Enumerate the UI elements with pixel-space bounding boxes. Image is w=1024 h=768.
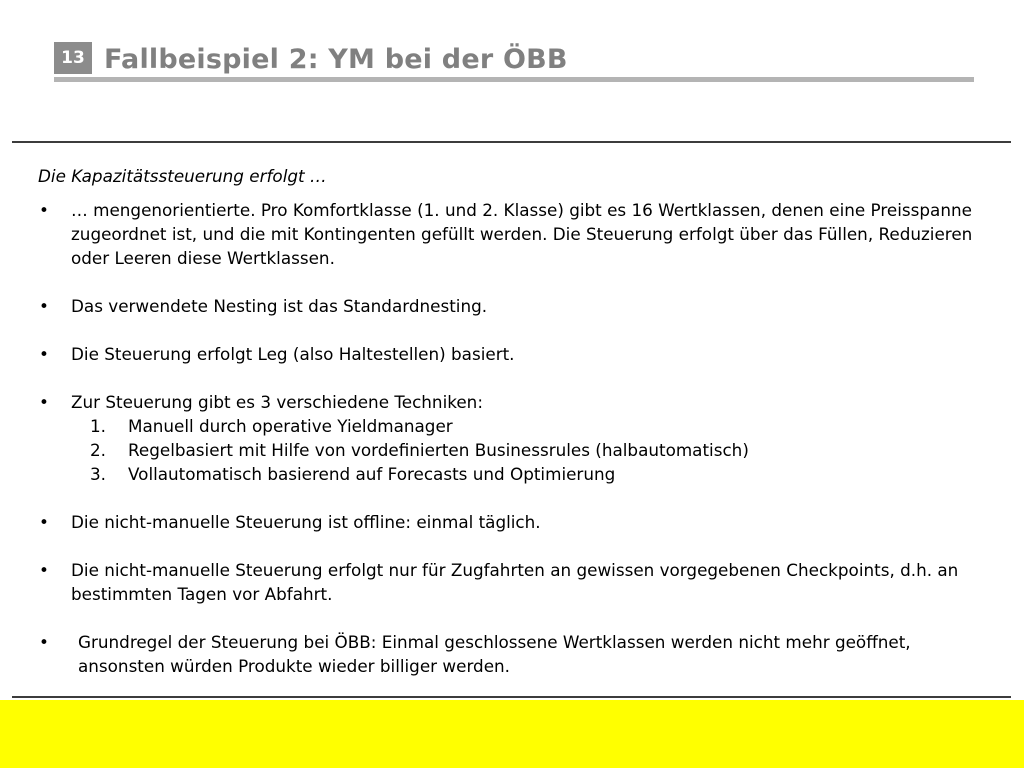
bullet-item <box>38 558 988 606</box>
techniques-list <box>71 414 988 486</box>
slide-body <box>38 164 988 702</box>
slide-title: Fallbeispiel 2: YM bei der ÖBB <box>104 44 568 75</box>
bullet-marker: • <box>39 392 49 412</box>
bullet-marker: • <box>39 344 49 364</box>
bullet-text: Die Steuerung erfolgt Leg (also Haltestellen) basiert. <box>71 344 515 364</box>
technique-text: Vollautomatisch basierend auf Forecasts und Optimierung <box>128 464 616 484</box>
technique-text: Regelbasiert mit Hilfe von vordefinierten Businessrules (halbautomatisch) <box>128 440 749 460</box>
bullet-text: Zur Steuerung gibt es 3 verschiedene Techniken: <box>71 392 483 412</box>
technique-item <box>71 438 988 462</box>
bullet-item <box>38 342 988 366</box>
technique-number: 1. <box>90 416 107 436</box>
bullet-text: Das verwendete Nesting ist das Standardnesting. <box>71 296 488 316</box>
bullet-item <box>38 294 988 318</box>
slide-number-badge: 13 <box>54 42 92 74</box>
bullet-item <box>38 510 988 534</box>
technique-item <box>71 414 988 438</box>
bullet-item <box>38 198 988 270</box>
bullet-text: Die nicht-manuelle Steuerung erfolgt nur für Zugfahrten an gewissen vorgegebenen Checkpoints, d.h. an bestimmten Tagen vor Abfahrt. <box>71 560 959 604</box>
intro-text: Die Kapazitätssteuerung erfolgt … <box>38 166 327 186</box>
bullet-item <box>38 630 988 678</box>
bullet-item <box>38 390 988 486</box>
bottom-divider <box>12 696 1011 698</box>
top-divider <box>12 141 1011 143</box>
title-underline <box>54 77 974 82</box>
technique-item <box>71 462 988 486</box>
technique-number: 3. <box>90 464 107 484</box>
bullet-text: Grundregel der Steuerung bei ÖBB: Einmal geschlossene Wertklassen werden nicht mehr geöffnet, ansonsten würden Produkte wieder billiger werden. <box>78 632 911 676</box>
bullet-marker: • <box>39 632 49 652</box>
bullet-marker: • <box>39 560 49 580</box>
technique-text: Manuell durch operative Yieldmanager <box>128 416 453 436</box>
technique-number: 2. <box>90 440 107 460</box>
footer-band <box>0 700 1024 768</box>
bullet-text: Die nicht-manuelle Steuerung ist offline: einmal täglich. <box>71 512 541 532</box>
bullet-marker: • <box>39 200 49 220</box>
bullet-text: … mengenorientierte. Pro Komfortklasse (1. und 2. Klasse) gibt es 16 Wertklassen, denen eine Preisspanne zugeordnet ist, und die mit Kontingenten gefüllt werden. Die Steuerung erfolgt über das Füllen, Reduzieren oder Leeren diese Wertklassen. <box>71 200 973 268</box>
bullet-marker: • <box>39 512 49 532</box>
bullet-marker: • <box>39 296 49 316</box>
